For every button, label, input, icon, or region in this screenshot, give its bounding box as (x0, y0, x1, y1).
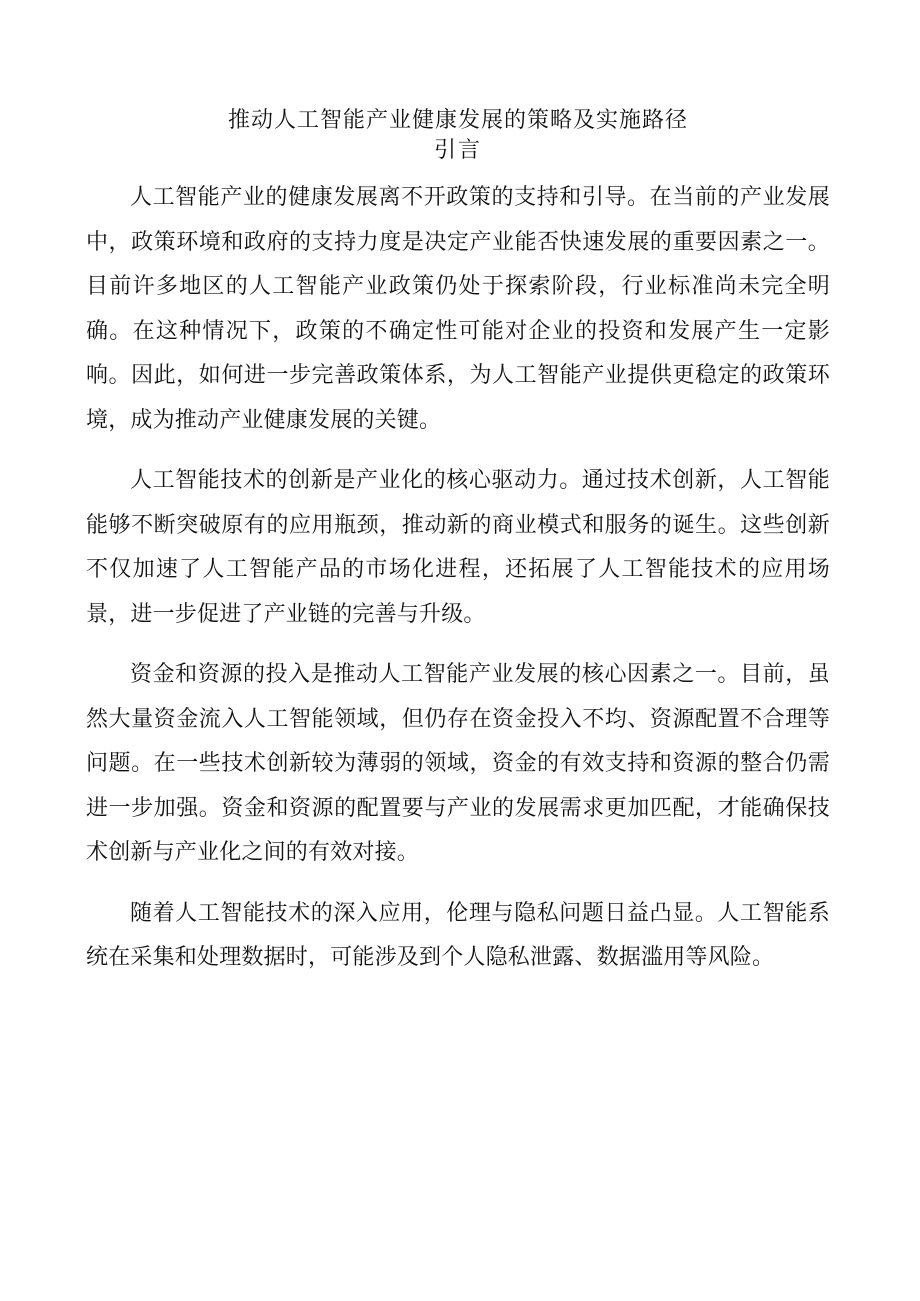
document-page (86, 106, 830, 997)
paragraph-innovation: 人工智能技术的创新是产业化的核心驱动力。通过技术创新，人工智能能够不断突破原有的应用瓶颈，推动新的商业模式和服务的诞生。这些创新不仅加速了人工智能产品的市场化进程，还拓展了人工智能技术的应用场景，进一步促进了产业链的完善与升级。 (86, 468, 830, 627)
paragraph-ethics-privacy: 随着人工智能技术的深入应用，伦理与隐私问题日益凸显。人工智能系统在采集和处理数据时，可能涉及到个人隐私泄露、数据滥用等风险。 (86, 900, 830, 970)
section-heading-introduction: 引言 (433, 138, 482, 163)
document-title: 推动人工智能产业健康发展的策略及实施路径 (227, 108, 688, 133)
paragraph-funding: 资金和资源的投入是推动人工智能产业发展的核心因素之一。目前，虽然大量资金流入人工智能领域，但仍存在资金投入不均、资源配置不合理等问题。在一些技术创新较为薄弱的领域，资金的有效支持和资源的整合仍需进一步加强。资金和资源的配置要与产业的发展需求更加匹配，才能确保技术创新与产业化之间的有效对接。 (86, 662, 830, 865)
paragraph-policy: 人工智能产业的健康发展离不开政策的支持和引导。在当前的产业发展中，政策环境和政府的支持力度是决定产业能否快速发展的重要因素之一。目前许多地区的人工智能产业政策仍处于探索阶段，行业标准尚未完全明确。在这种情况下，政策的不确定性可能对企业的投资和发展产生一定影响。因此，如何进一步完善政策体系，为人工智能产业提供更稳定的政策环境，成为推动产业健康发展的关键。 (86, 185, 830, 433)
